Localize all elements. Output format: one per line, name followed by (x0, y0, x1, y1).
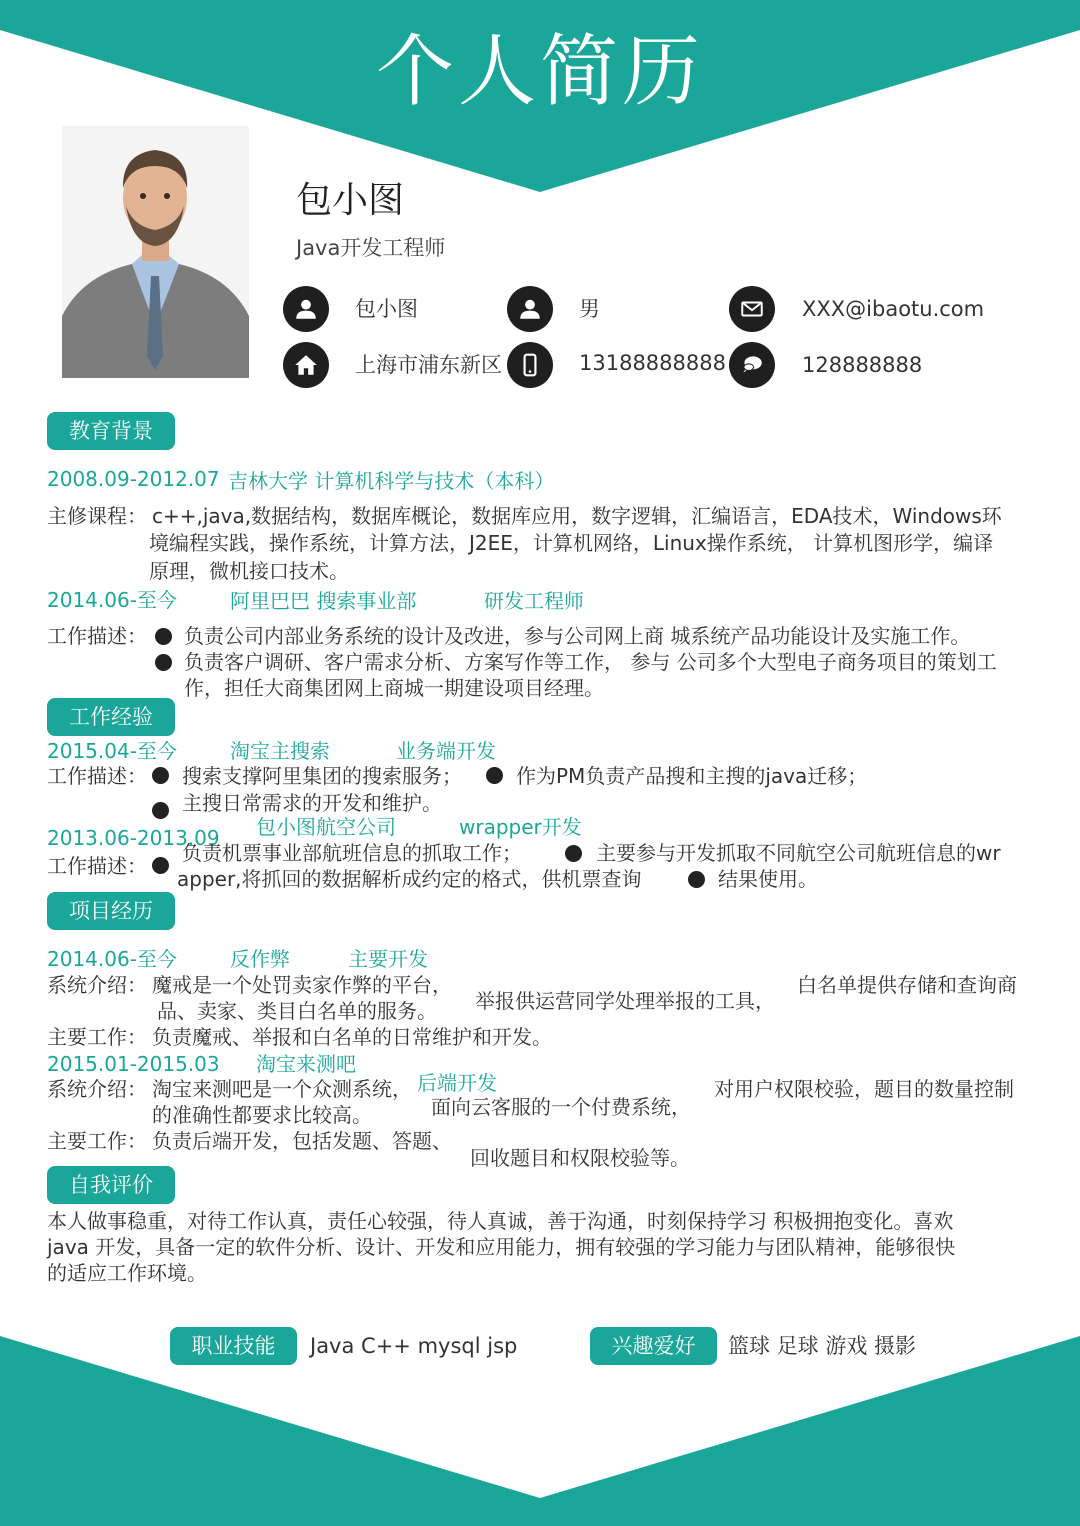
job2-bullet2: 作为PM负责产品搜和主搜的java迁移； (516, 764, 868, 788)
project2-intro-part3: 对用户权限校验，题目的数量控制 (714, 1077, 1014, 1101)
project2-intro-part2: 面向云客服的一个付费系统， (431, 1095, 691, 1119)
job1-bullet2-line1: 负责客户调研、客户需求分析、方案写作等工作， 参与 公司多个大型电子商务项目的策划工 (184, 650, 997, 674)
project2-name: 淘宝来测吧 (256, 1052, 356, 1076)
project1-period: 2014.06-至今 (47, 947, 177, 971)
self-eval-line2: java 开发，具备一定的软件分析、设计、开发和应用能力，拥有较强的学习能力与团队精神，能够很快 (47, 1235, 956, 1259)
project1-intro-part3: 白名单提供存储和查询商 (797, 973, 1017, 997)
section-education: 教育背景 (47, 412, 175, 450)
contact-qq[interactable]: 128888888 (802, 353, 923, 377)
bullet-dot (152, 802, 169, 819)
profile-job-title: Java开发工程师 (296, 236, 446, 260)
project1-intro-part2: 举报供运营同学处理举报的工具， (475, 989, 775, 1013)
project2-role: 后端开发 (417, 1071, 497, 1095)
job1-bullet1: 负责公司内部业务系统的设计及改进，参与公司网上商 城系统产品功能设计及实施工作。 (184, 624, 971, 648)
project2-intro-line2: 的准确性都要求比较高。 (152, 1103, 372, 1127)
job1-role: 研发工程师 (484, 589, 584, 613)
self-eval-line1: 本人做事稳重，对待工作认真，责任心较强，待人真诚，善于沟通，时刻保持学习 积极拥抱变化。喜欢 (47, 1209, 954, 1233)
bullet-dot (688, 871, 705, 888)
education-period: 2008.09-2012.07 (47, 467, 220, 491)
job3-desc-label: 工作描述： (47, 854, 147, 878)
job1-company: 阿里巴巴 搜索事业部 (230, 589, 417, 613)
bullet-dot (152, 767, 169, 784)
project1-name: 反作弊 (230, 947, 290, 971)
bullet-dot (486, 767, 503, 784)
job3-role: wrapper开发 (459, 815, 582, 839)
project1-role: 主要开发 (348, 947, 428, 971)
skills-list: Java C++ mysql jsp (310, 1334, 518, 1358)
job2-company: 淘宝主搜索 (230, 739, 330, 763)
job3-bullet3: 结果使用。 (718, 867, 818, 891)
project1-work-text: 负责魔戒、举报和白名单的日常维护和开发。 (152, 1025, 552, 1049)
job2-role: 业务端开发 (396, 739, 496, 763)
hobbies-list: 篮球 足球 游戏 摄影 (728, 1334, 917, 1358)
contact-phone[interactable]: 13188888888 (579, 351, 726, 375)
skills-label: 职业技能 (170, 1327, 297, 1365)
job3-bullet2-line1: 主要参与开发抓取不同航空公司航班信息的wr (596, 841, 1001, 865)
job1-bullet2-line2: 作，担任大商集团网上商城一期建设项目经理。 (184, 676, 604, 700)
project1-intro-label: 系统介绍： (47, 973, 147, 997)
job3-company: 包小图航空公司 (256, 815, 396, 839)
job1-period: 2014.06-至今 (47, 588, 177, 612)
hobbies-label: 兴趣爱好 (590, 1327, 717, 1365)
education-school: 吉林大学 计算机科学与技术（本科） (228, 469, 555, 493)
bullet-dot (152, 857, 169, 874)
job3-period: 2013.06-2013.09 (47, 826, 220, 850)
job2-bullet1: 搜索支撑阿里集团的搜索服务； (182, 764, 462, 788)
contact-gender: 男 (579, 297, 600, 321)
self-eval-line3: 的适应工作环境。 (47, 1261, 207, 1285)
section-work: 工作经验 (47, 698, 175, 736)
section-projects: 项目经历 (47, 892, 175, 930)
chat-icon (729, 342, 775, 388)
job2-period: 2015.04-至今 (47, 739, 177, 763)
job3-bullet1: 负责机票事业部航班信息的抓取工作； (182, 841, 522, 865)
courses-line2: 境编程实践，操作系统，计算方法，J2EE，计算机网络，Linux操作系统， 计算机图形学，编译 (149, 531, 994, 555)
project2-work-part2: 回收题目和权限校验等。 (470, 1146, 690, 1170)
profile-name: 包小图 (296, 180, 405, 221)
project1-intro-line2: 品、卖家、类目白名单的服务。 (157, 999, 437, 1023)
job3-bullet2-line2: apper,将抓回的数据解析成约定的格式，供机票查询 (177, 867, 642, 891)
bullet-dot (155, 628, 172, 645)
job1-desc-label: 工作描述： (47, 624, 147, 648)
mail-icon (729, 286, 775, 332)
bullet-dot (155, 654, 172, 671)
project2-intro-label: 系统介绍： (47, 1077, 147, 1101)
job2-desc-label: 工作描述： (47, 764, 147, 788)
contact-email[interactable]: XXX@ibaotu.com (802, 297, 985, 321)
page-title: 个人简历 (375, 27, 704, 117)
project2-work-part1: 负责后端开发，包括发题、答题、 (152, 1129, 452, 1153)
contact-address: 上海市浦东新区 (355, 353, 502, 377)
bottom-banner (0, 1310, 1080, 1526)
courses-label: 主修课程： (47, 504, 147, 528)
section-self-eval: 自我评价 (47, 1166, 175, 1204)
project2-period: 2015.01-2015.03 (47, 1052, 220, 1076)
courses-line1: c++,java,数据结构，数据库概论，数据库应用，数字逻辑，汇编语言，EDA技术，Windows环 (152, 504, 1002, 528)
project1-intro-part1: 魔戒是一个处罚卖家作弊的平台， (152, 973, 452, 997)
phone-icon (507, 342, 553, 388)
project1-work-label: 主要工作： (47, 1025, 147, 1049)
project2-work-label: 主要工作： (47, 1129, 147, 1153)
job2-bullet3: 主搜日常需求的开发和维护。 (182, 791, 442, 815)
home-icon (283, 342, 329, 388)
contact-name: 包小图 (355, 297, 418, 321)
project2-intro-part1: 淘宝来测吧是一个众测系统， (152, 1077, 412, 1101)
user-icon (283, 286, 329, 332)
bullet-dot (565, 845, 582, 862)
profile-photo (62, 126, 249, 378)
user-icon (507, 286, 553, 332)
courses-line3: 原理，微机接口技术。 (149, 559, 349, 583)
